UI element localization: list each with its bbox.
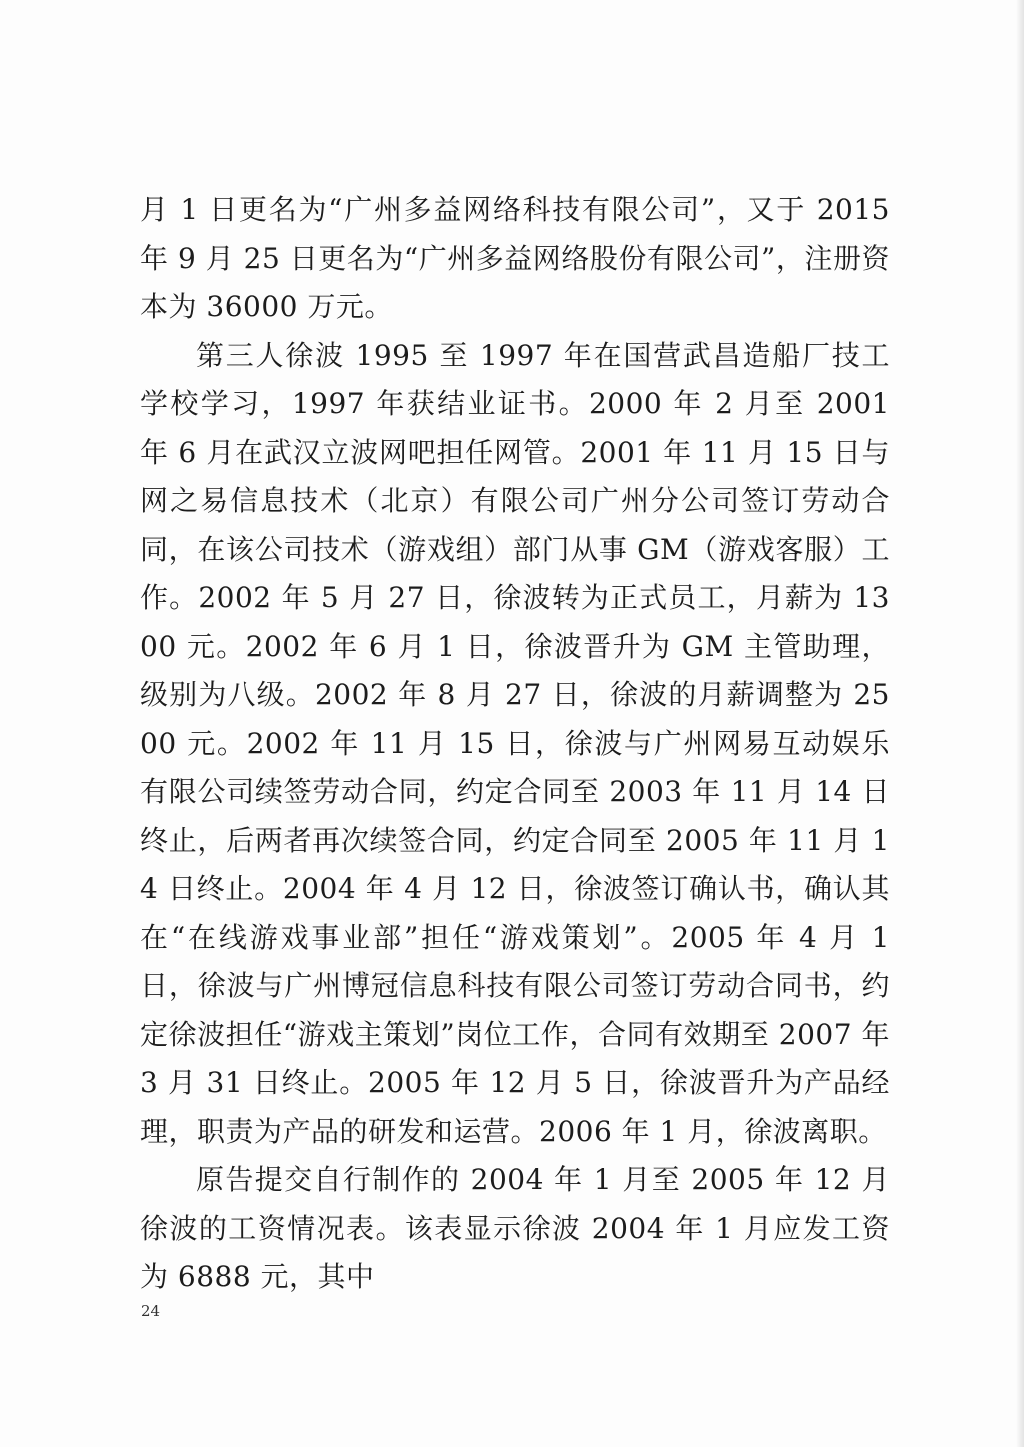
scan-edge-shadow [1016,0,1024,1447]
paragraph-3: 原告提交自行制作的 2004 年 1 月至 2005 年 12 月徐波的工资情况表。该表显示徐波 2004 年 1 月应发工资为 6888 元，其中 [140,1163,890,1293]
paragraph-1: 月 1 日更名为“广州多益网络科技有限公司”，又于 2015 年 9 月 25 日更名为“广州多益网络股份有限公司”，注册资本为 36000 万元。 [140,193,890,323]
page-number: 24 [141,1302,161,1320]
document-body [140,186,890,1302]
paragraph-2: 第三人徐波 1995 至 1997 年在国营武昌造船厂技工学校学习，1997 年获结业证书。2000 年 2 月至 2001 年 6 月在武汉立波网吧担任网管。2001 年 11 月 15 日与网之易信息技术（北京）有限公司广州分公司签订劳动合同，在该公司技术（游戏组）部门从事 GM（游戏客服）工作。2002 年 5 月 27 日，徐波转为正式员工，月薪为 1300 元。2002 年 6 月 1 日，徐波晋升为 GM 主管助理，级别为八级。2002 年 8 月 27 日，徐波的月薪调整为 2500 元。2002 年 11 月 15 日，徐波与广州网易互动娱乐有限公司续签劳动合同，约定合同至 2003 年 11 月 14 日终止，后两者再次续签合同，约定合同至 2005 年 11 月 14 日终止。2004 年 4 月 12 日，徐波签订确认书，确认其在“在线游戏事业部”担任“游戏策划”。2005 年 4 月 1 日，徐波与广州博冠信息科技有限公司签订劳动合同书，约定徐波担任“游戏主策划”岗位工作，合同有效期至 2007 年 3 月 31 日终止。2005 年 12 月 5 日，徐波晋升为产品经理，职责为产品的研发和运营。2006 年 1 月，徐波离职。 [140,338,890,1148]
